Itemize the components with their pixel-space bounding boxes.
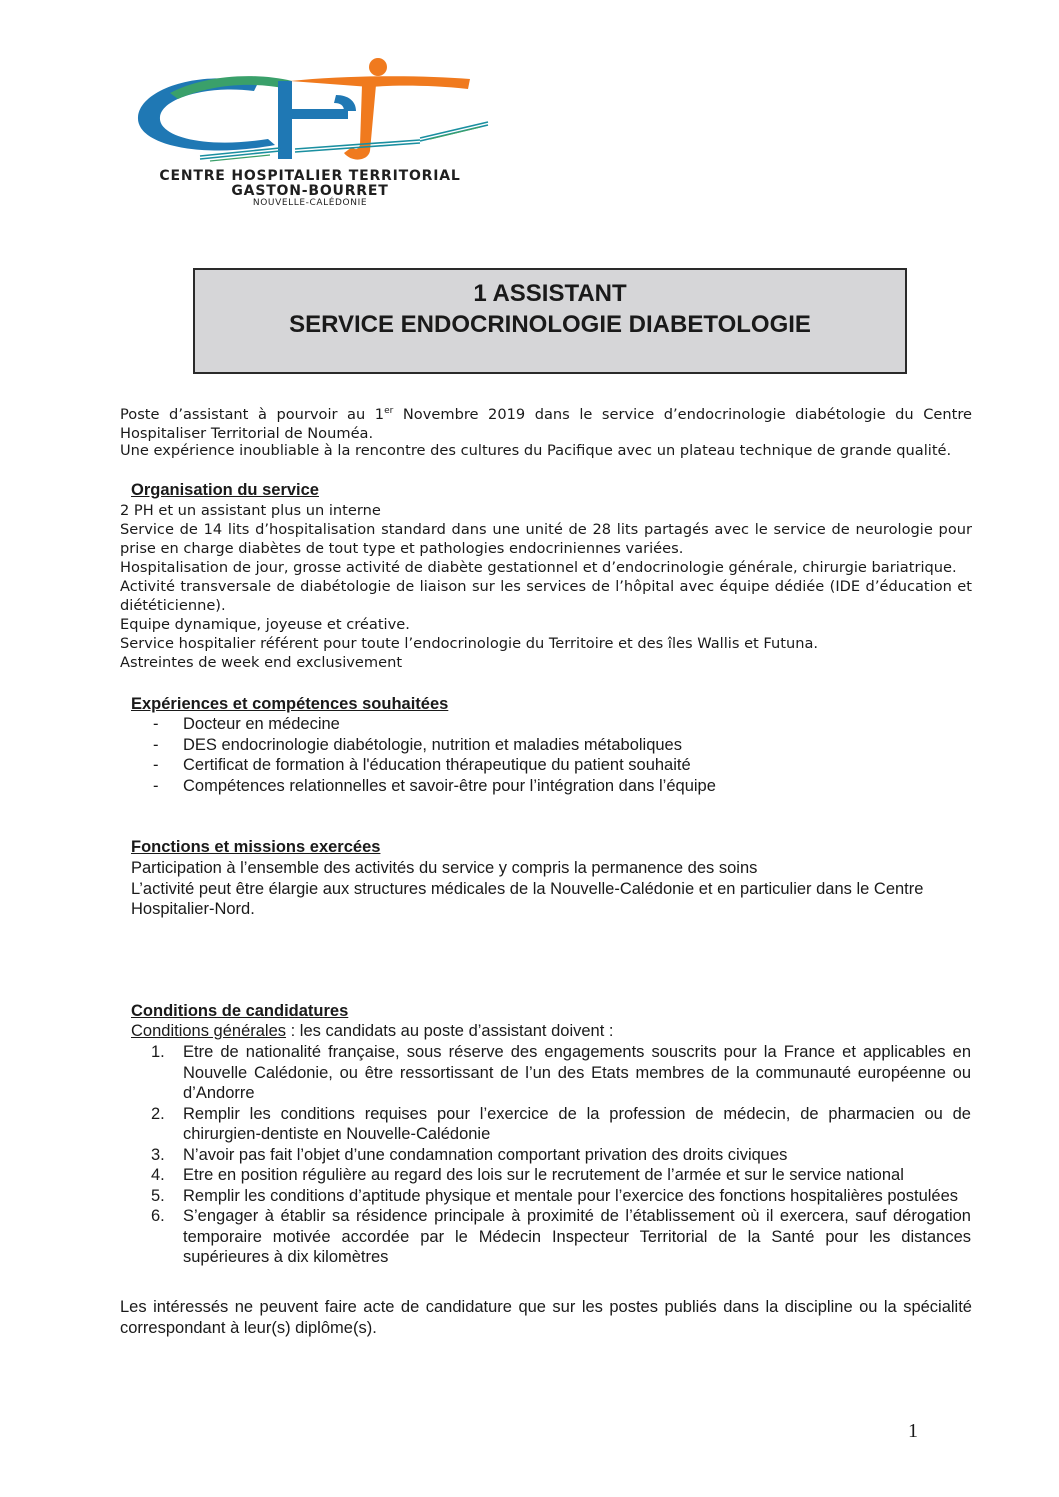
item-number: 3. (151, 1145, 165, 1164)
title-line1: 1 ASSISTANT (473, 280, 627, 307)
list-item (131, 1104, 971, 1145)
logo-text-line2: GASTON-BOURRET (231, 183, 389, 199)
item-number: 6. (151, 1207, 165, 1225)
organisation-line: Service de 14 lits d’hospitalisation standard dans une unité de 28 lits partagés avec le service de neurologie pour prise en charge diabètes de tout type et pathologies endocriniennes variées. (120, 521, 972, 557)
item-text: S’engager à établir sa résidence principale à proximité de l’établissement où il exercera, sauf dérogation temporaire motivée accordée par le Médecin Inspecteur Territorial de la Santé pour les distances supérieures à dix kilomètres (183, 1207, 971, 1266)
fonctions-line: Participation à l’ensemble des activités du service y compris la permanence des soins (131, 859, 758, 877)
experiences-list (131, 714, 971, 796)
list-item (131, 1165, 971, 1186)
experiences-heading: Expériences et compétences souhaitées (131, 695, 449, 713)
organisation-line: Service hospitalier référent pour toute l’endocrinologie du Territoire et des îles Wallis et Futuna. (120, 635, 819, 652)
conditions-list-wrap (131, 1042, 971, 1268)
item-text: Remplir les conditions d’aptitude physique et mentale pour l’exercice des fonctions hospitalières postulées (183, 1186, 959, 1205)
intro-text-a: Poste d’assistant à pourvoir au 1 (120, 405, 385, 423)
organisation-line: Astreintes de week end exclusivement (120, 654, 403, 671)
logo-text-line3: NOUVELLE-CALÉDONIE (252, 198, 368, 208)
list-item (131, 1145, 971, 1166)
logo-mark-icon (130, 55, 500, 167)
intro-paragraph-2: Une expérience inoubliable à la rencontre des cultures du Pacifique avec un plateau technique de grande qualité. (120, 442, 952, 459)
hospital-logo (130, 55, 500, 215)
fonctions-line: L’activité peut être élargie aux structures médicales de la Nouvelle-Calédonie et en particulier dans le Centre Hospitalier-Nord. (131, 879, 924, 918)
list-item: - Compétences relationnelles et savoir-être pour l’intégration dans l’équipe (131, 776, 971, 797)
title-line2: SERVICE ENDOCRINOLOGIE DIABETOLOGIE (289, 311, 811, 338)
organisation-line: Equipe dynamique, joyeuse et créative. (120, 616, 410, 633)
item-number: 2. (151, 1104, 165, 1123)
intro-sup: er (384, 406, 394, 416)
list-item (131, 1186, 971, 1207)
conditions-sub-label: Conditions générales (131, 1022, 287, 1040)
item-number: 1. (151, 1043, 165, 1061)
experiences-list-wrap (131, 714, 971, 796)
item-text: N’avoir pas fait l’objet d’une condamnation comportant privation des droits civiques (183, 1145, 788, 1164)
organisation-body (120, 501, 972, 672)
item-number: 5. (151, 1186, 165, 1205)
organisation-line: 2 PH et un assistant plus un interne (120, 502, 381, 519)
item-text: Remplir les conditions requises pour l’exercice de la profession de médecin, de pharmacien ou de chirurgien-dentiste en Nouvelle-Calédonie (183, 1104, 971, 1143)
item-number: 4. (151, 1166, 165, 1184)
list-item: - DES endocrinologie diabétologie, nutrition et maladies métaboliques (131, 735, 971, 756)
intro-text-b: Novembre 2019 dans le service d’endocrinologie diabétologie du Centre Hospitaliser Territorial de Nouméa. (120, 405, 972, 442)
organisation-heading: Organisation du service (131, 481, 319, 499)
fonctions-body (131, 858, 931, 920)
conditions-heading: Conditions de candidatures (131, 1002, 349, 1020)
organisation-line: Activité transversale de diabétologie de liaison sur les services de l’hôpital avec équipe dédiée (IDE d’éducation et diététicienne). (120, 578, 972, 614)
title-box (193, 268, 907, 374)
page-number: 1 (908, 1420, 918, 1442)
item-text: Etre en position régulière au regard des lois sur le recrutement de l’armée et sur le service national (183, 1166, 904, 1184)
conditions-sub-text: : les candidats au poste d’assistant doivent : (286, 1022, 614, 1040)
logo-text-line1: CENTRE HOSPITALIER TERRITORIAL (159, 168, 461, 184)
conditions-closing: Les intéressés ne peuvent faire acte de candidature que sur les postes publiés dans la discipline ou la spécialité correspondant à leur(s) diplôme(s). (120, 1298, 972, 1337)
fonctions-heading: Fonctions et missions exercées (131, 838, 381, 856)
list-item: - Docteur en médecine (131, 714, 971, 735)
intro-paragraph-1 (120, 402, 972, 443)
item-text: Etre de nationalité française, sous réserve des engagements souscrits pour la France et applicables en Nouvelle Calédonie, ou être ressortissant de l’un des Etats membres de la communauté européenne ou d’Andorre (183, 1043, 971, 1102)
conditions-subheading (131, 1021, 971, 1042)
list-item (131, 1042, 971, 1104)
conditions-list (131, 1042, 971, 1268)
organisation-line: Hospitalisation de jour, grosse activité de diabète gestationnel et d’endocrinologie générale, chirurgie bariatrique. (120, 559, 957, 576)
list-item: - Certificat de formation à l'éducation thérapeutique du patient souhaité (131, 755, 971, 776)
list-item (131, 1206, 971, 1268)
